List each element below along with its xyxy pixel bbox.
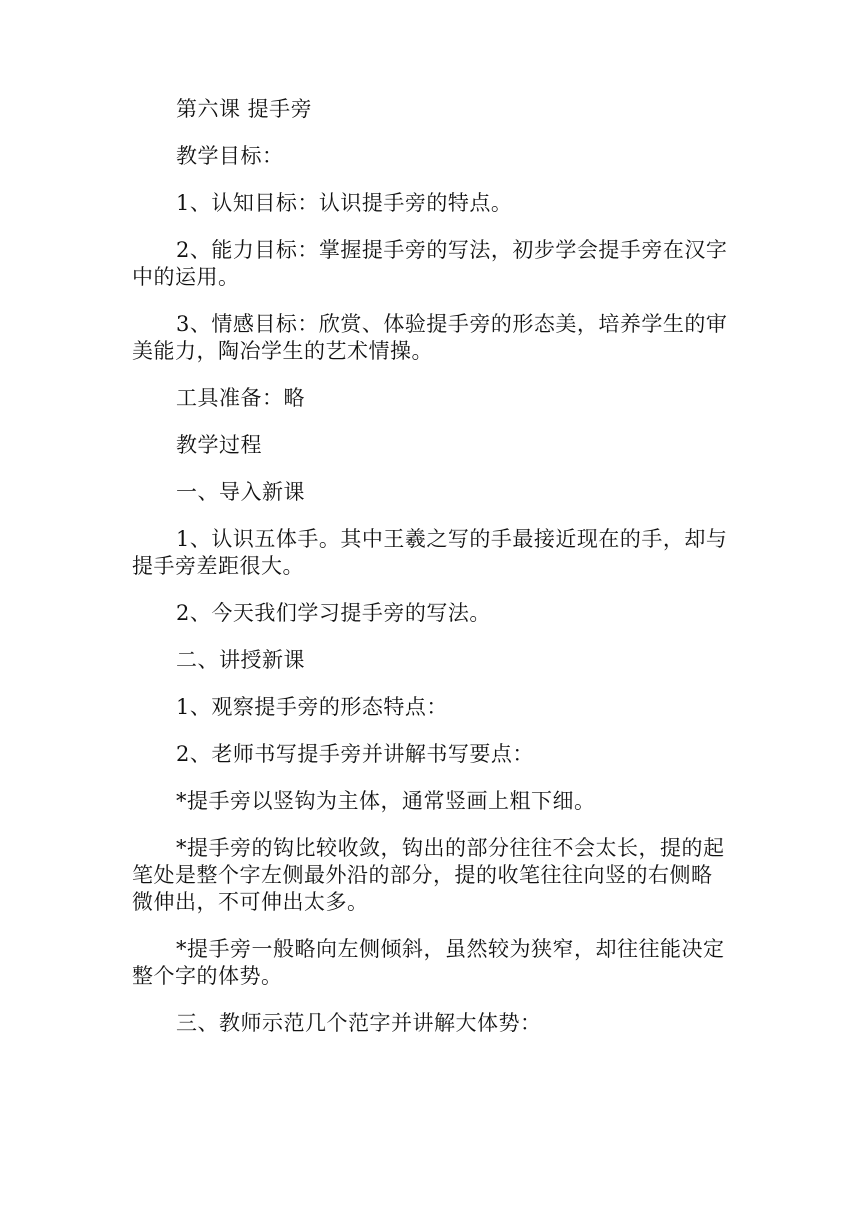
goal-ability: 2、能力目标：掌握提手旁的写法，初步学会提手旁在汉字中的运用。 — [132, 238, 728, 289]
step-introduce-new-lesson: 一、导入新课 — [176, 480, 305, 504]
document-body — [132, 96, 732, 1057]
section-heading-teaching-goals: 教学目标： — [176, 144, 284, 168]
goal-emotional: 3、情感目标：欣赏、体验提手旁的形态美，培养学生的审美能力，陶冶学生的艺术情操。 — [132, 312, 728, 363]
teach-item-2: 2、老师书写提手旁并讲解书写要点： — [176, 742, 534, 766]
writing-point-2: *提手旁的钩比较收敛，钩出的部分往往不会太长，提的起笔处是整个字左侧最外沿的部分，提的收笔往往向竖的右侧略微伸出，不可伸出太多。 — [132, 836, 725, 914]
writing-point-3: *提手旁一般略向左侧倾斜，虽然较为狭窄，却往往能决定整个字的体势。 — [132, 937, 725, 988]
intro-item-2: 2、今天我们学习提手旁的写法。 — [176, 601, 491, 625]
tool-preparation: 工具准备：略 — [176, 386, 305, 410]
goal-cognitive: 1、认知目标：认识提手旁的特点。 — [176, 191, 513, 215]
section-heading-teaching-process: 教学过程 — [176, 433, 262, 457]
teach-item-1: 1、观察提手旁的形态特点： — [176, 695, 448, 719]
step-teacher-demonstration: 三、教师示范几个范字并讲解大体势： — [176, 1011, 542, 1035]
writing-point-1: *提手旁以竖钩为主体，通常竖画上粗下细。 — [176, 789, 596, 813]
step-teach-new-lesson: 二、讲授新课 — [176, 648, 305, 672]
lesson-title: 第六课 提手旁 — [176, 97, 313, 121]
intro-item-1: 1、认识五体手。其中王羲之写的手最接近现在的手，却与提手旁差距很大。 — [132, 527, 728, 578]
